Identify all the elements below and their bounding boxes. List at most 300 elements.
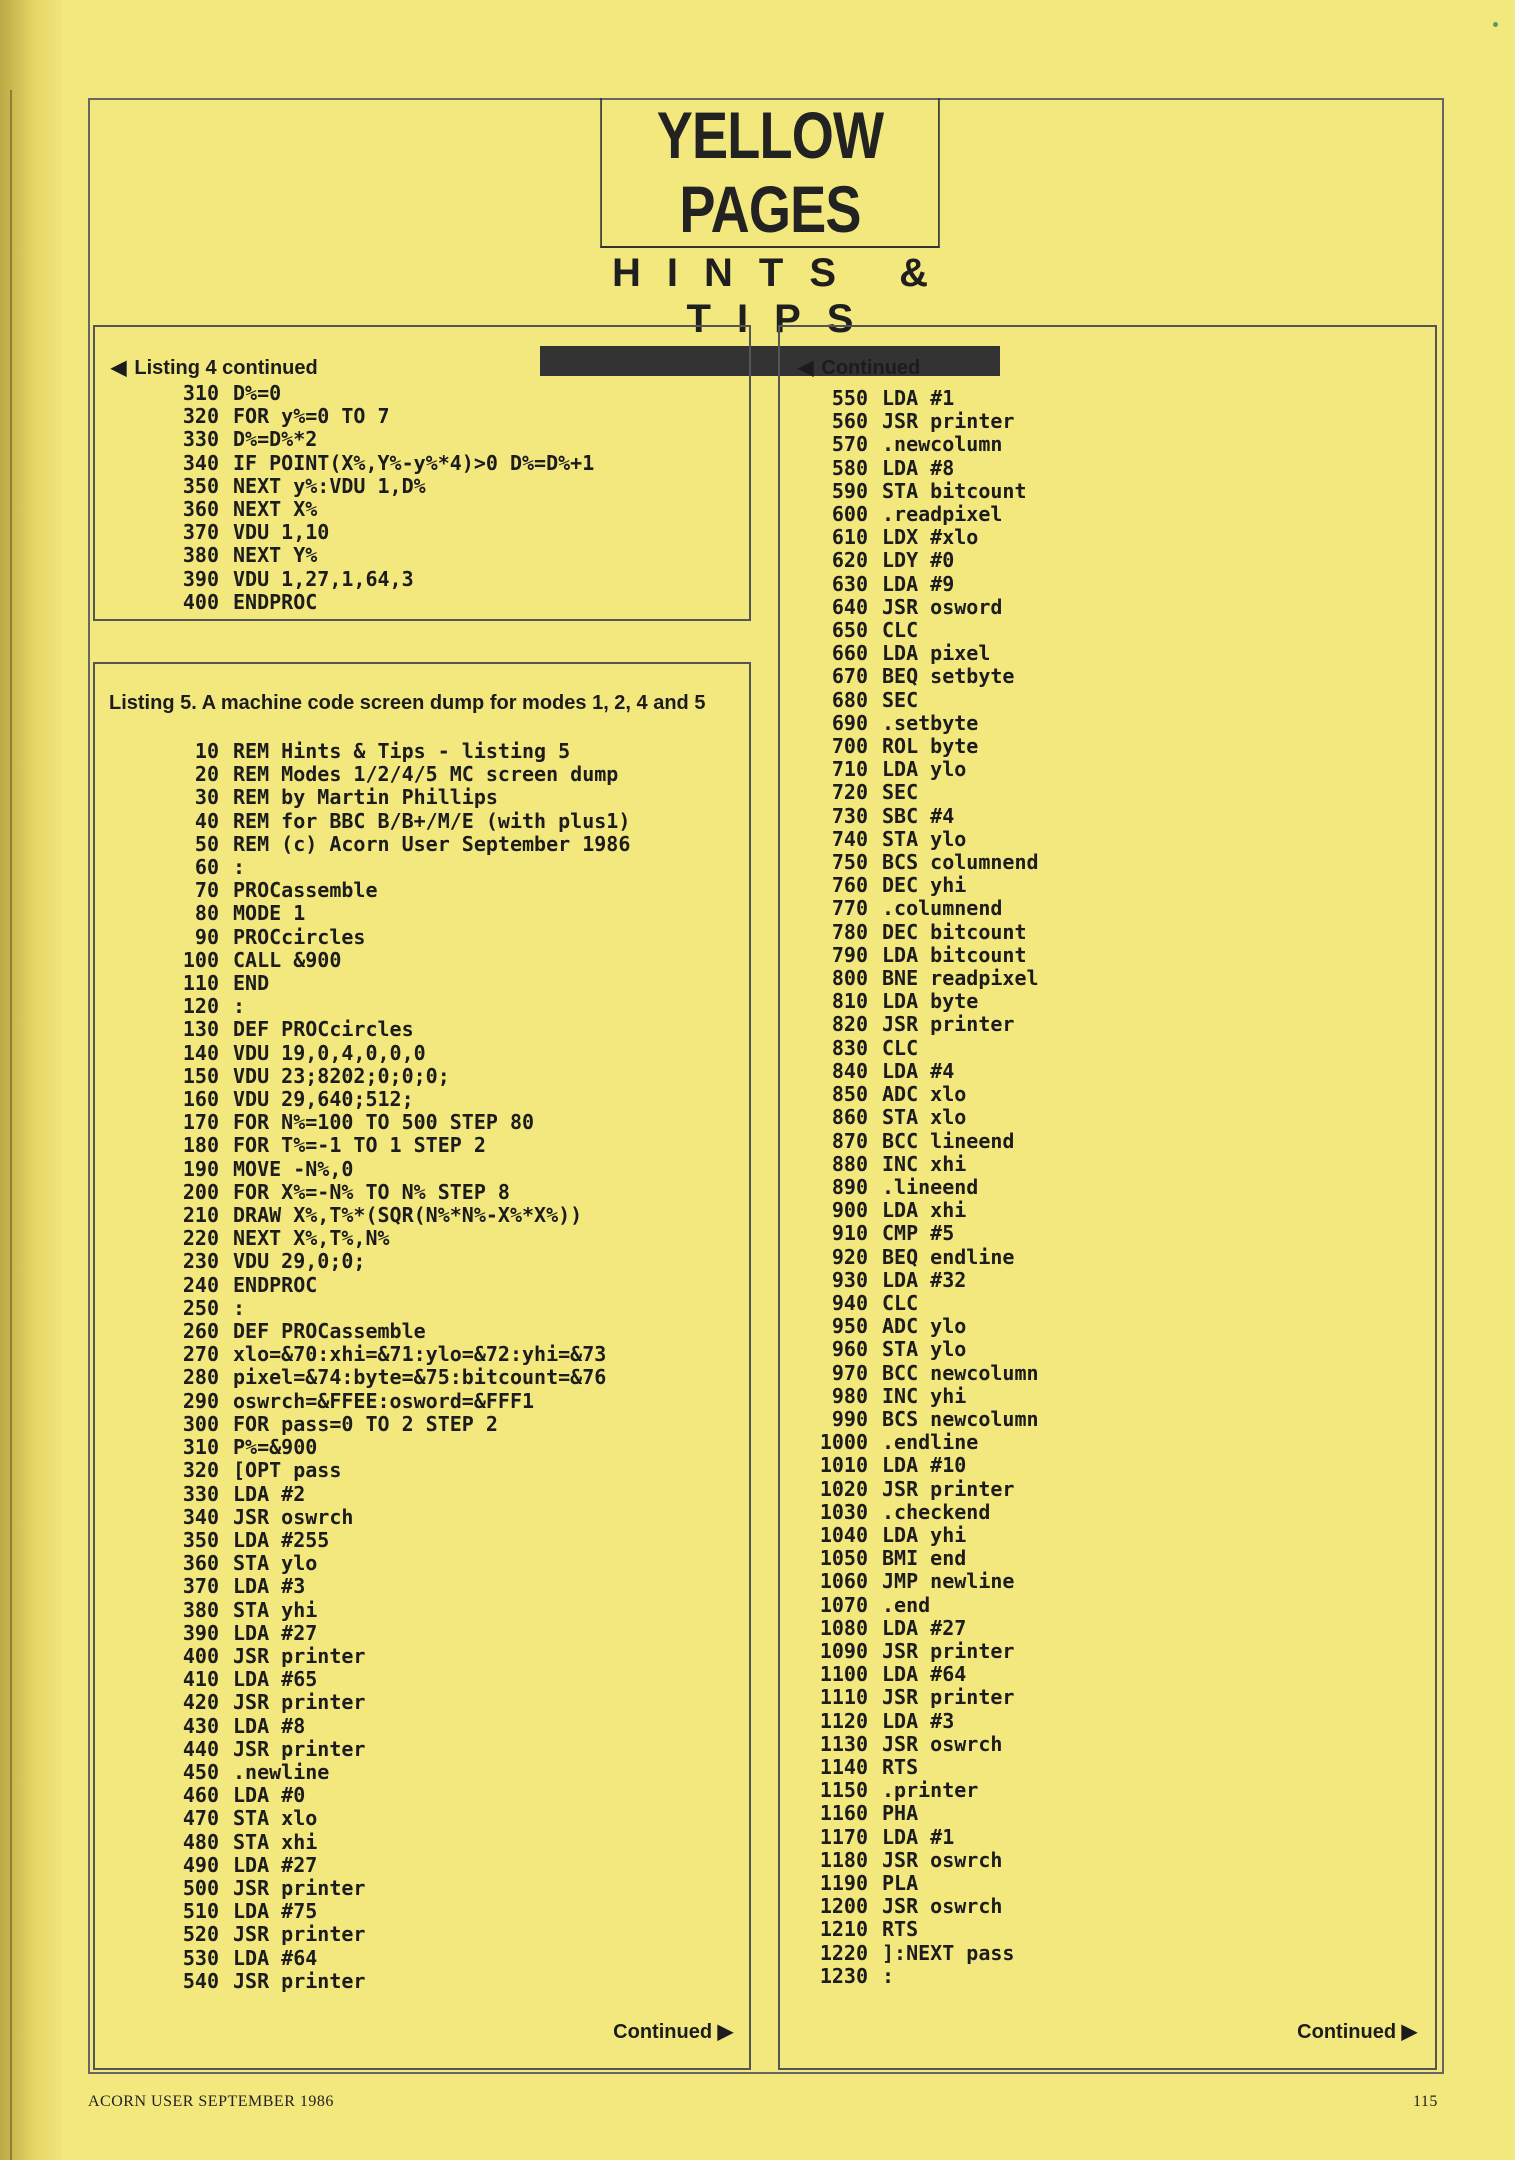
line-number: 930: [831, 1267, 868, 1292]
line-number: 450: [182, 1759, 219, 1784]
line-text: ENDPROC: [233, 1272, 318, 1297]
line-number: 990: [831, 1406, 868, 1431]
code-line: [810, 1478, 1039, 1501]
line-text: .newline: [233, 1759, 330, 1784]
line-number: 790: [831, 942, 868, 967]
line-text: LDA bitcount: [882, 942, 1027, 967]
listing-4-panel: [93, 325, 751, 621]
line-text: JSR printer: [233, 1736, 366, 1761]
code-line: [161, 1506, 630, 1529]
code-line: [161, 568, 594, 591]
line-number: 430: [182, 1713, 219, 1738]
code-line: [161, 1343, 630, 1366]
line-text: LDA #0: [233, 1783, 306, 1808]
line-number: 540: [182, 1968, 219, 1993]
line-number: 590: [831, 478, 868, 503]
line-text: INC yhi: [882, 1383, 967, 1408]
code-line: [161, 428, 594, 451]
line-text: LDY #0: [882, 548, 955, 573]
code-line: [810, 1153, 1039, 1176]
line-number: 610: [831, 525, 868, 550]
line-text: NEXT X%: [233, 497, 318, 522]
line-text: LDA #3: [233, 1574, 306, 1599]
code-line: [810, 897, 1039, 920]
line-text: STA xlo: [882, 1105, 967, 1130]
line-number: 370: [182, 520, 219, 545]
line-text: VDU 29,640;512;: [233, 1087, 414, 1112]
line-text: BEQ endline: [882, 1244, 1015, 1269]
line-text: FOR pass=0 TO 2 STEP 2: [233, 1411, 498, 1436]
line-text: RTS: [882, 1917, 919, 1942]
line-number: 740: [831, 826, 868, 851]
line-number: 1190: [819, 1871, 868, 1895]
line-text: :: [233, 994, 246, 1019]
line-text: VDU 29,0;0;: [233, 1249, 366, 1274]
line-text: END: [233, 971, 270, 996]
line-number: 680: [831, 687, 868, 712]
code-line: [810, 1547, 1039, 1570]
footer-publication: ACORN USER SEPTEMBER 1986: [88, 2093, 334, 2110]
code-line: [810, 410, 1039, 433]
line-number: 50: [194, 831, 219, 856]
code-line: [161, 926, 630, 949]
line-number: 310: [182, 381, 219, 405]
line-number: 60: [194, 855, 219, 880]
green-dot: [1493, 22, 1498, 27]
code-line: [810, 1965, 1039, 1988]
line-number: 1040: [819, 1522, 868, 1547]
line-text: STA ylo: [882, 1337, 967, 1362]
line-text: JSR printer: [882, 409, 1015, 434]
code-line: [161, 1622, 630, 1645]
code-line: [161, 475, 594, 498]
line-text: LDA xhi: [882, 1198, 967, 1223]
line-text: DEC yhi: [882, 873, 967, 898]
code-line: [810, 1060, 1039, 1083]
code-line: [810, 1872, 1039, 1895]
continued-label: [1297, 2019, 1417, 2044]
line-number: 760: [831, 873, 868, 898]
code-line: [810, 1756, 1039, 1779]
listing-5-heading: Listing 5. A machine code screen dump for modes 1, 2, 4 and 5: [109, 692, 706, 714]
code-line: [810, 642, 1039, 665]
code-line: [161, 856, 630, 879]
line-text: STA ylo: [882, 826, 967, 851]
line-text: LDA #3: [882, 1708, 955, 1733]
line-number: 190: [182, 1156, 219, 1181]
line-number: 30: [194, 785, 219, 810]
line-number: 510: [182, 1899, 219, 1924]
line-text: JMP newline: [882, 1569, 1015, 1594]
code-line: [161, 1854, 630, 1877]
code-line: [810, 921, 1039, 944]
line-number: 290: [182, 1388, 219, 1413]
line-number: 320: [182, 404, 219, 429]
line-text: STA bitcount: [882, 478, 1027, 503]
line-number: 130: [182, 1017, 219, 1042]
line-number: 170: [182, 1110, 219, 1135]
code-line: [810, 1130, 1039, 1153]
arrow-left-icon: ◀: [798, 357, 814, 379]
code-line: [161, 995, 630, 1018]
code-line: [810, 1733, 1039, 1756]
line-number: 340: [182, 450, 219, 475]
code-line: [161, 1761, 630, 1784]
code-line: [810, 1013, 1039, 1036]
line-text: JSR printer: [233, 1643, 366, 1668]
line-number: 1000: [819, 1430, 868, 1455]
line-number: 310: [182, 1435, 219, 1460]
line-number: 780: [831, 919, 868, 944]
line-text: PHA: [882, 1801, 919, 1826]
code-line: [810, 1640, 1039, 1663]
line-number: 910: [831, 1221, 868, 1246]
line-number: 820: [831, 1012, 868, 1037]
line-text: LDA #27: [882, 1615, 967, 1640]
code-line: [810, 1524, 1039, 1547]
code-line: [161, 1088, 630, 1111]
code-line: [161, 1668, 630, 1691]
line-text: NEXT y%:VDU 1,D%: [233, 473, 426, 498]
code-line: [810, 457, 1039, 480]
line-number: 1200: [819, 1894, 868, 1919]
line-number: 700: [831, 734, 868, 759]
code-line: [810, 1176, 1039, 1199]
line-text: FOR X%=-N% TO N% STEP 8: [233, 1179, 510, 1204]
line-number: 860: [831, 1105, 868, 1130]
line-number: 850: [831, 1082, 868, 1107]
code-line: [161, 949, 630, 972]
line-text: SEC: [882, 780, 919, 805]
code-line: [161, 879, 630, 902]
line-text: LDA pixel: [882, 641, 991, 666]
line-number: 490: [182, 1852, 219, 1877]
code-line: [810, 1710, 1039, 1733]
line-text: BMI end: [882, 1546, 967, 1571]
line-text: D%=D%*2: [233, 427, 318, 452]
line-text: CLC: [882, 618, 919, 643]
line-number: 550: [831, 386, 868, 410]
line-text: IF POINT(X%,Y%-y%*4)>0 D%=D%+1: [233, 450, 595, 475]
line-number: 1160: [819, 1801, 868, 1826]
code-line: [810, 1269, 1039, 1292]
code-line: [810, 503, 1039, 526]
continued-heading-text: Continued: [821, 357, 921, 379]
line-number: 140: [182, 1040, 219, 1065]
code-line: [810, 1594, 1039, 1617]
listing-continued-panel: [778, 325, 1437, 2070]
code-line: [810, 1942, 1039, 1965]
line-number: 920: [831, 1244, 868, 1269]
line-text: STA xhi: [233, 1829, 318, 1854]
code-line: [810, 1408, 1039, 1431]
code-line: [161, 1807, 630, 1830]
code-line: [161, 833, 630, 856]
code-line: [810, 735, 1039, 758]
line-number: 670: [831, 664, 868, 689]
line-text: PROCcircles: [233, 924, 366, 949]
line-number: 830: [831, 1035, 868, 1060]
code-line: [810, 712, 1039, 735]
line-text: .end: [882, 1592, 931, 1617]
code-line: [161, 810, 630, 833]
code-line: [810, 665, 1039, 688]
line-number: 750: [831, 850, 868, 875]
line-number: 620: [831, 548, 868, 573]
line-text: VDU 1,10: [233, 520, 330, 545]
line-text: LDA #2: [233, 1481, 306, 1506]
line-number: 400: [182, 1643, 219, 1668]
line-text: LDA #8: [882, 455, 955, 480]
code-line: [161, 1436, 630, 1459]
code-line: [161, 1250, 630, 1273]
line-number: 720: [831, 780, 868, 805]
line-number: 70: [194, 878, 219, 903]
line-text: REM by Martin Phillips: [233, 785, 498, 810]
line-number: 1120: [819, 1708, 868, 1733]
line-number: 260: [182, 1319, 219, 1344]
line-text: .lineend: [882, 1174, 979, 1199]
code-line: [810, 1849, 1039, 1872]
code-line: [810, 1454, 1039, 1477]
code-line: [810, 874, 1039, 897]
line-text: LDA #27: [233, 1620, 318, 1645]
code-line: [161, 1390, 630, 1413]
line-text: CLC: [882, 1035, 919, 1060]
line-number: 90: [194, 924, 219, 949]
code-line: [810, 549, 1039, 572]
line-number: 1180: [819, 1847, 868, 1872]
line-text: JSR printer: [233, 1968, 366, 1993]
line-number: 1210: [819, 1917, 868, 1942]
code-line: [161, 1715, 630, 1738]
line-text: VDU 1,27,1,64,3: [233, 566, 414, 591]
line-text: RTS: [882, 1754, 919, 1779]
code-line: [810, 990, 1039, 1013]
line-text: REM Modes 1/2/4/5 MC screen dump: [233, 762, 619, 787]
line-text: JSR printer: [233, 1690, 366, 1715]
line-number: 110: [182, 971, 219, 996]
code-line: [810, 526, 1039, 549]
listing-4-heading-text: Listing 4 continued: [134, 357, 318, 379]
line-text: CALL &900: [233, 947, 342, 972]
line-number: 730: [831, 803, 868, 828]
line-number: 320: [182, 1458, 219, 1483]
line-number: 520: [182, 1922, 219, 1947]
code-line: [161, 1923, 630, 1946]
line-text: BCS newcolumn: [882, 1406, 1039, 1431]
line-text: JSR printer: [882, 1638, 1015, 1663]
line-number: 950: [831, 1314, 868, 1339]
line-number: 370: [182, 1574, 219, 1599]
line-number: 1100: [819, 1662, 868, 1687]
line-number: 240: [182, 1272, 219, 1297]
line-text: :: [882, 1963, 895, 1988]
line-number: 330: [182, 1481, 219, 1506]
code-line: [810, 758, 1039, 781]
line-number: 1110: [819, 1685, 868, 1710]
code-line: [161, 1831, 630, 1854]
code-line: [161, 1483, 630, 1506]
code-line: [161, 1529, 630, 1552]
line-number: 480: [182, 1829, 219, 1854]
line-text: JSR oswrch: [882, 1894, 1003, 1919]
code-line: [810, 1385, 1039, 1408]
line-number: 890: [831, 1174, 868, 1199]
code-line: [161, 1691, 630, 1714]
line-number: 1170: [819, 1824, 868, 1849]
line-text: xlo=&70:xhi=&71:ylo=&72:yhi=&73: [233, 1342, 607, 1367]
arrow-right-icon: ▶: [717, 2021, 733, 2043]
page-gutter: [0, 0, 62, 2160]
code-line: [161, 1181, 630, 1204]
line-text: .columnend: [882, 896, 1003, 921]
code-line: [810, 1292, 1039, 1315]
code-line: [161, 902, 630, 925]
continued-label: [613, 2019, 733, 2044]
line-text: BNE readpixel: [882, 966, 1039, 991]
code-line: [810, 1338, 1039, 1361]
line-text: JSR oswrch: [882, 1847, 1003, 1872]
line-text: DEC bitcount: [882, 919, 1027, 944]
line-text: LDX #xlo: [882, 525, 979, 550]
line-number: 350: [182, 473, 219, 498]
line-text: CLC: [882, 1290, 919, 1315]
line-text: MODE 1: [233, 901, 306, 926]
line-number: 1090: [819, 1638, 868, 1663]
line-text: LDA #9: [882, 571, 955, 596]
code-line: [161, 521, 594, 544]
line-text: JSR osword: [882, 594, 1003, 619]
line-text: BCS columnend: [882, 850, 1039, 875]
line-number: 980: [831, 1383, 868, 1408]
line-text: REM Hints & Tips - listing 5: [233, 739, 571, 763]
line-text: ADC xlo: [882, 1082, 967, 1107]
line-text: D%=0: [233, 381, 282, 405]
line-text: PROCassemble: [233, 878, 378, 903]
line-number: 250: [182, 1295, 219, 1320]
code-line: [161, 1413, 630, 1436]
code-line: [161, 1738, 630, 1761]
line-number: 560: [831, 409, 868, 434]
line-text: .checkend: [882, 1499, 991, 1524]
line-text: MOVE -N%,0: [233, 1156, 354, 1181]
line-text: VDU 23;8202;0;0;0;: [233, 1063, 450, 1088]
line-number: 1070: [819, 1592, 868, 1617]
line-number: 180: [182, 1133, 219, 1158]
code-line: [161, 972, 630, 995]
code-line: [161, 1065, 630, 1088]
line-text: [OPT pass: [233, 1458, 342, 1483]
line-number: 300: [182, 1411, 219, 1436]
line-number: 1050: [819, 1546, 868, 1571]
line-text: SBC #4: [882, 803, 955, 828]
line-number: 1140: [819, 1754, 868, 1779]
line-text: ROL byte: [882, 734, 979, 759]
line-number: 880: [831, 1151, 868, 1176]
line-number: 460: [182, 1783, 219, 1808]
line-number: 640: [831, 594, 868, 619]
code-line: [810, 596, 1039, 619]
line-text: ENDPROC: [233, 589, 318, 614]
line-text: FOR y%=0 TO 7: [233, 404, 390, 429]
line-text: .printer: [882, 1778, 979, 1803]
line-number: 400: [182, 589, 219, 614]
line-text: LDA ylo: [882, 757, 967, 782]
line-number: 630: [831, 571, 868, 596]
line-number: 940: [831, 1290, 868, 1315]
code-line: [810, 781, 1039, 804]
line-text: LDA #75: [233, 1899, 318, 1924]
line-number: 800: [831, 966, 868, 991]
code-line: [810, 805, 1039, 828]
code-line: [161, 1042, 630, 1065]
line-text: LDA #255: [233, 1527, 330, 1552]
line-number: 1230: [819, 1963, 868, 1988]
line-number: 660: [831, 641, 868, 666]
line-text: FOR T%=-1 TO 1 STEP 2: [233, 1133, 486, 1158]
line-number: 970: [831, 1360, 868, 1385]
line-number: 220: [182, 1226, 219, 1251]
line-number: 380: [182, 543, 219, 568]
line-text: :: [233, 1295, 246, 1320]
arrow-left-icon: ◀: [111, 357, 127, 379]
continued-text: Continued: [1297, 2021, 1397, 2043]
code-line: [810, 828, 1039, 851]
line-text: LDA byte: [882, 989, 979, 1014]
code-line: [161, 1158, 630, 1181]
line-text: CMP #5: [882, 1221, 955, 1246]
line-number: 200: [182, 1179, 219, 1204]
code-line: [810, 1895, 1039, 1918]
line-number: 270: [182, 1342, 219, 1367]
line-number: 1150: [819, 1778, 868, 1803]
line-number: 230: [182, 1249, 219, 1274]
code-line: [161, 1970, 630, 1993]
line-number: 80: [194, 901, 219, 926]
line-text: LDA #64: [882, 1662, 967, 1687]
line-text: oswrch=&FFEE:osword=&FFF1: [233, 1388, 535, 1413]
code-line: [161, 544, 594, 567]
listing-4-heading: [111, 355, 318, 380]
continued-text: Continued: [613, 2021, 713, 2043]
line-text: LDA #1: [882, 1824, 955, 1849]
code-line: [161, 763, 630, 786]
code-line: [810, 689, 1039, 712]
line-number: 500: [182, 1875, 219, 1900]
line-text: JSR printer: [882, 1476, 1015, 1501]
code-line: [161, 1227, 630, 1250]
line-number: 360: [182, 497, 219, 522]
code-line: [810, 619, 1039, 642]
line-number: 1220: [819, 1940, 868, 1965]
line-number: 810: [831, 989, 868, 1014]
line-number: 650: [831, 618, 868, 643]
code-line: [810, 1037, 1039, 1060]
line-number: 150: [182, 1063, 219, 1088]
code-line: [810, 1617, 1039, 1640]
line-text: .readpixel: [882, 502, 1003, 527]
line-number: 690: [831, 710, 868, 735]
continued-code: [810, 387, 1039, 1988]
code-line: [161, 1204, 630, 1227]
line-text: REM (c) Acorn User September 1986: [233, 831, 631, 856]
line-text: P%=&900: [233, 1435, 318, 1460]
line-text: .newcolumn: [882, 432, 1003, 457]
code-line: [810, 1826, 1039, 1849]
code-line: [161, 1366, 630, 1389]
line-text: JSR printer: [233, 1875, 366, 1900]
